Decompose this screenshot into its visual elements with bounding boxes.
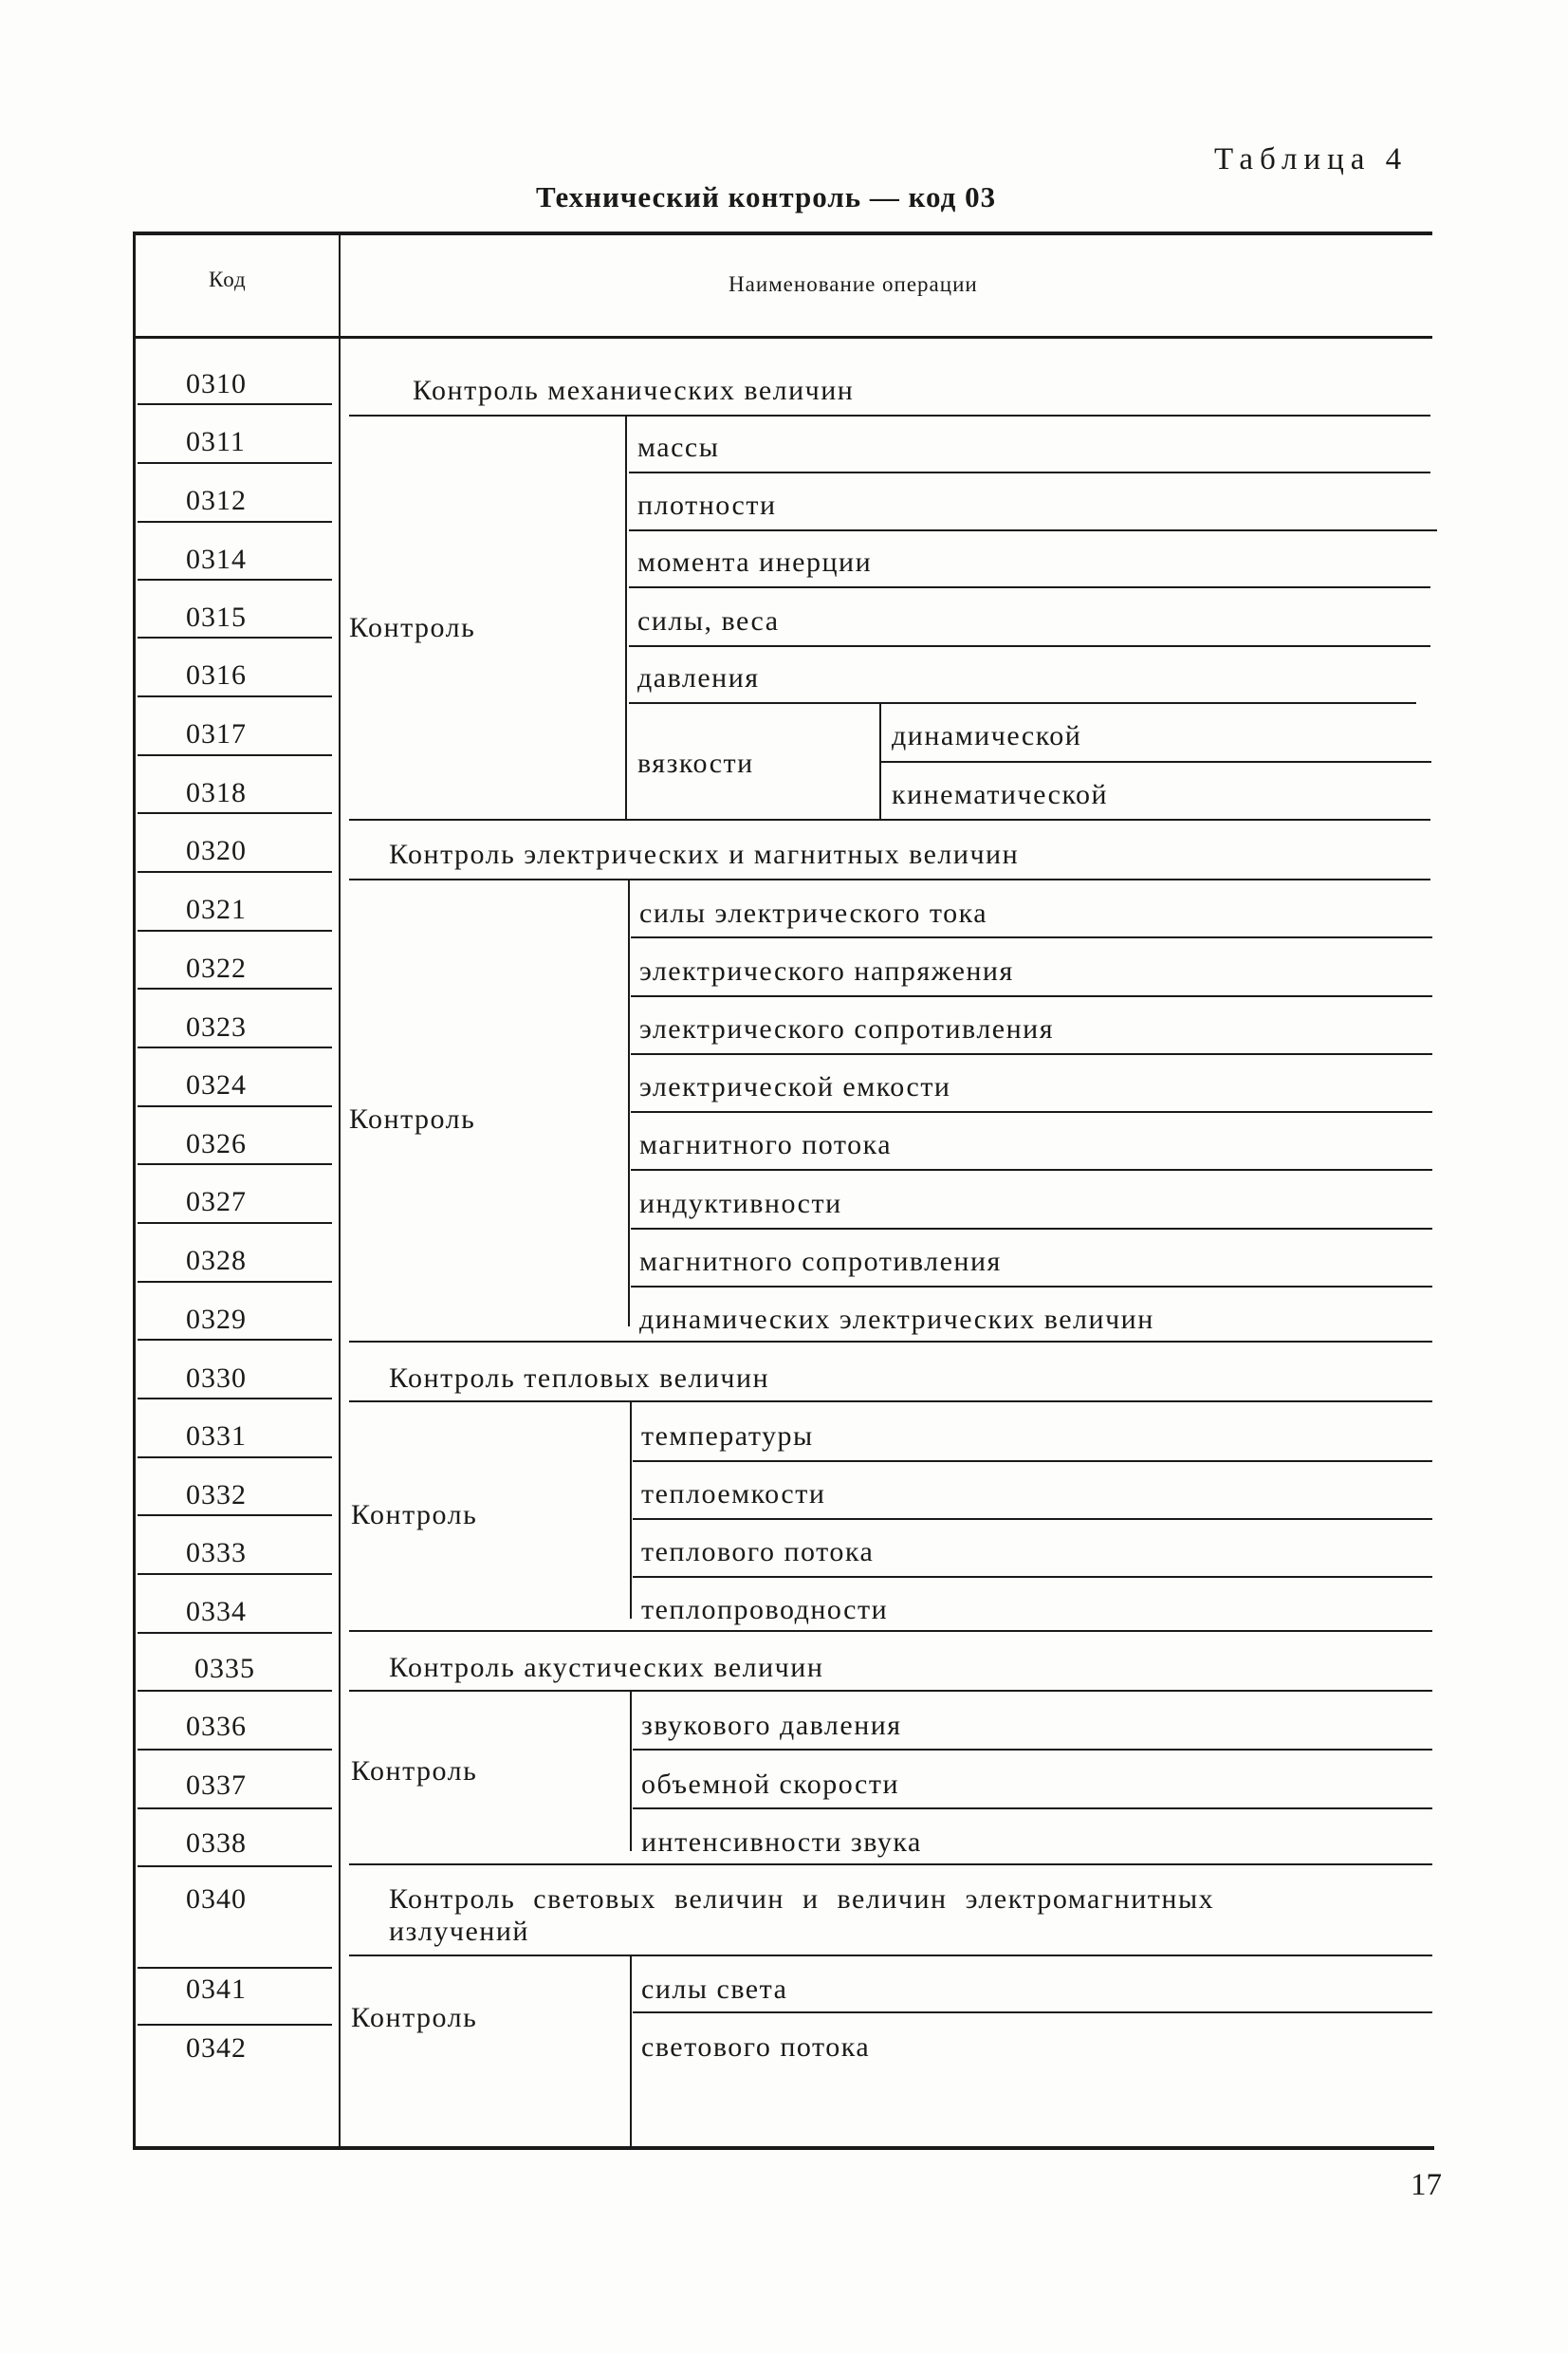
row-line [633,1807,1432,1809]
row-line [629,586,1430,588]
viscosity-label: вязкости [637,748,754,779]
code-cell: 0336 [186,1711,247,1742]
row-line [631,995,1432,997]
code-cell: 0341 [186,1973,247,2005]
operation-name: температуры [641,1420,814,1452]
group-title-underline [349,879,1430,880]
table-top-border [133,232,1432,235]
operation-name: силы электрического тока [639,898,988,929]
operation-name: теплопроводности [641,1594,889,1625]
operation-name: плотности [637,490,777,521]
row-line [631,1053,1432,1055]
row-line [629,472,1430,473]
code-cell: 0331 [186,1420,247,1452]
group-title-underline [349,1400,1432,1402]
header-bottom-border [133,336,1432,339]
table-number: Таблица 4 [1214,142,1409,176]
code-cell: 0326 [186,1128,247,1159]
group-title: Контроль тепловых величин [389,1362,770,1394]
operation-name: индуктивности [639,1188,842,1219]
subcolumn-divider [630,1956,632,2146]
code-cell: 0312 [186,485,247,516]
operation-name: силы света [641,1973,788,2005]
group-bottom-line [349,1630,1432,1632]
code-cell: 0333 [186,1537,247,1568]
row-line [633,1576,1432,1578]
group-title: Контроль электрических и магнитных величин [389,839,1020,870]
code-cell: 0324 [186,1069,247,1101]
row-line [631,1169,1432,1171]
code-cell: 0310 [186,368,247,399]
operation-name: момента инерции [637,547,873,578]
operation-name: электрического напряжения [639,955,1014,987]
row-line [631,936,1432,938]
group-title-underline [349,415,1430,417]
row-line [633,2011,1432,2013]
operation-name: магнитного потока [639,1129,893,1160]
operation-name: интенсивности звука [641,1826,922,1858]
control-label: Контроль [349,612,476,643]
operation-name: теплового потока [641,1536,875,1567]
code-cell: 0321 [186,894,247,925]
row-line [633,1518,1432,1520]
group-title: Контроль механических величин [413,375,855,406]
subcolumn-divider [630,1402,632,1619]
operation-name: электрической емкости [639,1071,951,1102]
code-cell: 0317 [186,718,247,750]
operation-name: теплоемкости [641,1478,826,1510]
code-cell: 0334 [186,1596,247,1627]
code-column-header: Код [209,268,247,291]
table-title: Технический контроль — код 03 [536,180,997,213]
code-cell: 0320 [186,835,247,866]
group-bottom-line [349,1341,1432,1343]
operation-name: светового потока [641,2031,871,2063]
operation-name: динамических электрических величин [639,1304,1154,1335]
subcolumn-divider [628,880,630,1326]
name-column-header: Наименование операции [729,272,978,296]
group-title: Контроль акустических величин [389,1652,824,1683]
code-column-divider [339,232,341,2150]
operation-name: силы, веса [637,605,780,637]
code-cell: 0316 [186,659,247,691]
code-cell: 0332 [186,1479,247,1510]
row-line [629,702,1416,704]
code-cell: 0337 [186,1769,247,1801]
subcolumn-divider [625,415,627,819]
code-cell: 0315 [186,602,247,633]
group-title-underline [349,1690,1432,1692]
code-cell: 0323 [186,1011,247,1043]
table-bottom-border [133,2146,1434,2150]
code-cell: 0340 [186,1883,247,1915]
control-label: Контроль [351,2002,478,2033]
row-line [633,1749,1432,1751]
operation-name: объемной скорости [641,1769,900,1800]
row-line [629,529,1437,531]
group-title: Контроль световых величин и величин электромагнитных [389,1883,1215,1915]
operation-name: массы [637,432,720,463]
code-cell: 0314 [186,544,247,575]
row-line [631,1228,1432,1230]
group-bottom-line [349,1863,1432,1865]
control-label: Контроль [351,1499,478,1530]
code-cell: 0322 [186,953,247,984]
code-cell: 0318 [186,777,247,808]
row-line [881,761,1431,763]
code-cell: 0311 [186,426,246,457]
row-line [629,645,1430,647]
group-title-continuation: излучений [389,1916,529,1947]
group-title-underline [349,1955,1432,1956]
operation-name: звукового давления [641,1710,902,1741]
operation-name: магнитного сопротивления [639,1246,1002,1277]
operation-name: динамической [892,720,1082,751]
control-label: Контроль [349,1103,476,1135]
page-number: 17 [1411,2168,1442,2202]
control-label: Контроль [351,1755,478,1787]
subcolumn-divider [630,1692,632,1851]
table-left-border [133,232,136,2150]
group-bottom-line [349,819,1430,821]
operation-name: кинематической [892,779,1109,810]
row-line [631,1111,1432,1113]
code-cell: 0338 [186,1827,247,1859]
code-cell: 0327 [186,1186,247,1217]
code-cell: 0342 [186,2032,247,2064]
operation-name: электрического сопротивления [639,1013,1055,1045]
operation-name: давления [637,662,760,694]
row-line [631,1286,1432,1288]
code-cell: 0328 [186,1245,247,1276]
code-cell: 0329 [186,1304,247,1335]
row-line [633,1460,1432,1462]
code-cell: 0335 [194,1653,255,1684]
code-cell: 0330 [186,1362,247,1394]
